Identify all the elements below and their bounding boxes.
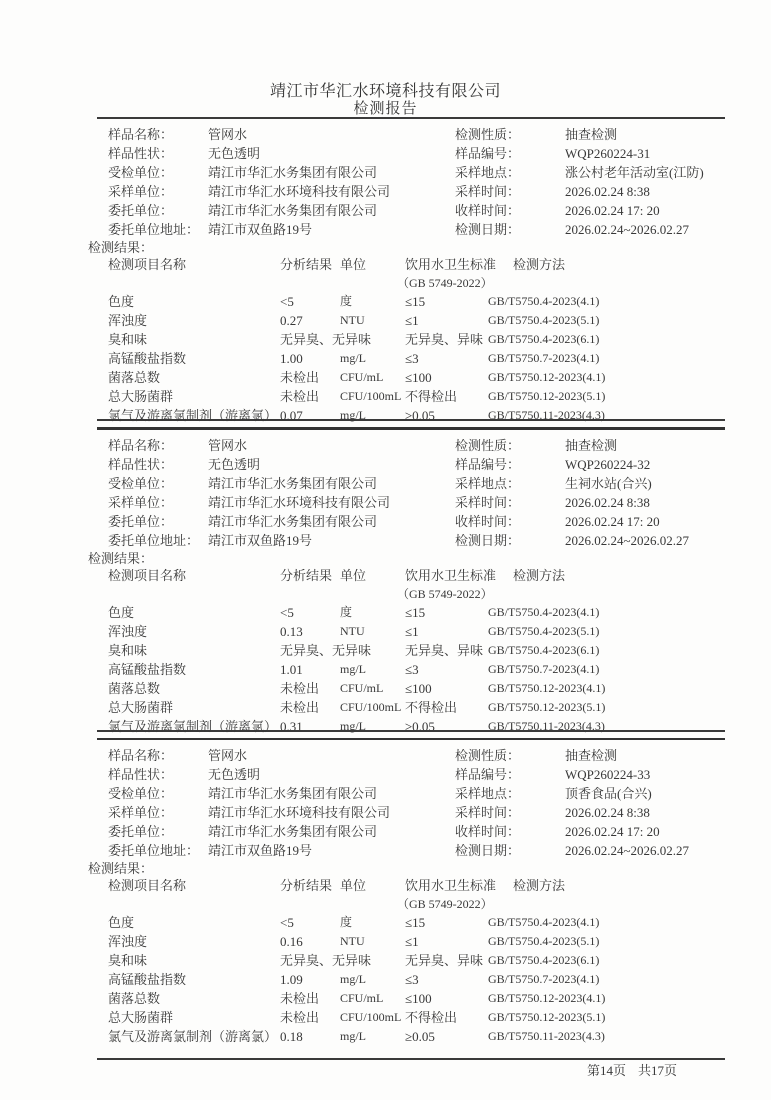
cell-unit: 度	[340, 915, 353, 929]
cell-unit: mg/L	[340, 972, 366, 986]
col-header-method: 检测方法	[513, 567, 566, 583]
page-footer	[97, 1062, 725, 1079]
info-row	[97, 125, 725, 144]
cell-result: 无异臭、无异味	[280, 332, 372, 347]
cell-item: 色度	[108, 294, 135, 309]
info-row	[97, 163, 725, 182]
table-row	[97, 1008, 725, 1027]
info-label: 样品性状：	[108, 456, 174, 472]
info-label: 委托单位地址：	[108, 532, 200, 548]
cell-item: 氯气及游离氯制剂（游离氯）	[108, 1029, 278, 1044]
info-value: 管网水	[208, 127, 248, 142]
info-value: 靖江市华汇水务集团有限公司	[208, 203, 378, 218]
table-row	[97, 698, 725, 717]
cell-method: GB/T5750.7-2023(4.1)	[488, 351, 600, 365]
col-header-result: 分析结果	[280, 257, 333, 272]
info-value: 涨公村老年活动室(江防)	[565, 165, 704, 180]
cell-item: 总大肠菌群	[108, 389, 174, 404]
cell-unit: NTU	[340, 934, 365, 948]
cell-item: 臭和味	[108, 953, 148, 968]
info-value: WQP260224-31	[565, 146, 651, 161]
cell-standard: ≤15	[405, 604, 426, 620]
cell-unit: CFU/mL	[340, 991, 384, 1005]
info-value: 抽查检测	[565, 127, 618, 142]
col-header-unit: 单位	[340, 257, 367, 272]
info-label: 样品名称：	[108, 748, 174, 763]
cell-item: 氯气及游离氯制剂（游离氯）	[108, 718, 278, 734]
cell-standard: ≥0.05	[405, 1029, 435, 1044]
info-row	[97, 182, 725, 201]
table-row	[97, 311, 725, 330]
cell-method: GB/T5750.12-2023(4.1)	[488, 680, 606, 695]
info-value: 靖江市双鱼路19号	[208, 843, 313, 858]
info-label: 采样地点：	[455, 475, 521, 491]
cell-standard: ≤1	[405, 623, 419, 639]
info-label: 采样单位：	[108, 494, 174, 510]
info-label: 样品编号：	[455, 767, 521, 782]
cell-result: 未检出	[280, 1010, 320, 1025]
cell-standard: ≥0.05	[405, 718, 435, 734]
cell-method: GB/T5750.12-2023(4.1)	[488, 991, 606, 1005]
table-row	[97, 406, 725, 425]
info-label: 检测日期：	[455, 532, 521, 548]
cell-method: GB/T5750.11-2023(4.3)	[488, 718, 605, 733]
cell-standard: ≤100	[405, 370, 432, 385]
table-header-standard-ref	[97, 274, 725, 292]
cell-unit	[340, 330, 405, 349]
info-row	[97, 512, 725, 531]
table-row	[97, 622, 725, 641]
report-section	[88, 430, 725, 741]
cell-standard: 不得检出	[405, 1010, 458, 1025]
info-row	[97, 144, 725, 163]
cell-result: 0.07	[280, 408, 303, 423]
info-value: 2026.02.24 17: 20	[565, 824, 660, 839]
info-value: 靖江市华汇水务集团有限公司	[208, 786, 378, 801]
standard-ref: （GB 5749-2022）	[397, 586, 493, 601]
table-row	[97, 330, 725, 349]
info-label: 样品名称：	[108, 437, 174, 453]
cell-item: 高锰酸盐指数	[108, 661, 187, 677]
cell-result: <5	[280, 604, 294, 620]
cell-unit: 度	[340, 604, 353, 619]
info-value: 2026.02.24~2026.02.27	[565, 843, 690, 858]
footer-rule	[97, 1058, 725, 1060]
cell-result: 1.09	[280, 972, 303, 987]
info-label: 受检单位：	[108, 475, 174, 491]
info-value: 靖江市双鱼路19号	[208, 222, 313, 237]
cell-standard: ≤100	[405, 991, 432, 1006]
cell-result: 0.16	[280, 934, 303, 949]
cell-method: GB/T5750.12-2023(5.1)	[488, 389, 606, 403]
table-row	[97, 970, 725, 989]
info-row	[97, 220, 725, 239]
info-label: 受检单位：	[108, 165, 174, 180]
sample-info-block	[97, 125, 725, 239]
cell-method: GB/T5750.4-2023(5.1)	[488, 313, 600, 327]
page-number: 第14页	[586, 1063, 626, 1078]
info-label: 委托单位地址：	[108, 222, 200, 237]
report-title: 检测报告	[353, 101, 418, 117]
info-label: 委托单位地址：	[108, 843, 200, 858]
cell-result: 0.13	[280, 623, 303, 639]
cell-standard: ≤15	[405, 915, 426, 930]
cell-unit: mg/L	[340, 718, 366, 733]
info-label: 采样时间：	[455, 805, 521, 820]
cell-method: GB/T5750.4-2023(6.1)	[488, 642, 600, 657]
document-header	[0, 83, 771, 117]
info-label: 检测日期：	[455, 222, 521, 237]
col-header-standard: 饮用水卫生标准	[405, 567, 497, 583]
table-row	[97, 913, 725, 932]
table-row	[97, 660, 725, 679]
cell-item: 高锰酸盐指数	[108, 351, 187, 366]
col-header-standard: 饮用水卫生标准	[405, 878, 497, 893]
col-header-standard: 饮用水卫生标准	[405, 257, 497, 272]
cell-unit: CFU/mL	[340, 370, 384, 384]
report-section	[88, 740, 725, 1046]
info-label: 检测性质：	[455, 127, 521, 142]
info-label: 收样时间：	[455, 203, 521, 218]
info-label: 采样地点：	[455, 786, 521, 801]
report-content	[88, 117, 725, 1079]
cell-standard: ≤100	[405, 680, 432, 696]
cell-item: 浑浊度	[108, 934, 148, 949]
info-row	[97, 784, 725, 803]
info-label: 检测性质：	[455, 437, 521, 453]
cell-item: 高锰酸盐指数	[108, 972, 187, 987]
info-value: 2026.02.24 8:38	[565, 805, 650, 820]
info-label: 采样单位：	[108, 184, 174, 199]
table-row	[97, 641, 725, 660]
cell-result: <5	[280, 294, 294, 309]
info-value: 靖江市双鱼路19号	[208, 532, 313, 548]
info-label: 采样时间：	[455, 184, 521, 199]
cell-method: GB/T5750.12-2023(4.1)	[488, 370, 606, 384]
info-value: WQP260224-32	[565, 456, 651, 472]
cell-method: GB/T5750.12-2023(5.1)	[488, 699, 606, 714]
table-row	[97, 603, 725, 622]
info-row	[97, 436, 725, 455]
info-value: 靖江市华汇水环境科技有限公司	[208, 494, 391, 510]
info-row	[97, 474, 725, 493]
info-value: 管网水	[208, 748, 248, 763]
cell-method: GB/T5750.4-2023(6.1)	[488, 332, 600, 346]
cell-item: 臭和味	[108, 332, 148, 347]
cell-standard: 不得检出	[405, 389, 458, 404]
info-value: 靖江市华汇水务集团有限公司	[208, 513, 378, 529]
cell-method: GB/T5750.4-2023(5.1)	[488, 934, 600, 948]
cell-unit: CFU/100mL	[340, 699, 402, 714]
info-label: 检测日期：	[455, 843, 521, 858]
info-value: 靖江市华汇水环境科技有限公司	[208, 184, 391, 199]
cell-unit: NTU	[340, 313, 365, 327]
info-value: 顶香食品(合兴)	[565, 786, 652, 801]
table-row	[97, 989, 725, 1008]
cell-standard: ≤1	[405, 313, 419, 328]
info-value: 抽查检测	[565, 748, 618, 763]
info-row	[97, 822, 725, 841]
cell-method: GB/T5750.7-2023(4.1)	[488, 972, 600, 986]
table-row	[97, 349, 725, 368]
info-row	[97, 746, 725, 765]
info-value: 无色透明	[208, 456, 261, 472]
cell-unit: CFU/100mL	[340, 389, 402, 403]
results-label: 检测结果：	[88, 550, 154, 566]
info-value: 生祠水站(合兴)	[565, 475, 652, 491]
info-value: 2026.02.24 17: 20	[565, 203, 660, 218]
col-header-item: 检测项目名称	[108, 257, 187, 272]
info-row	[97, 531, 725, 550]
cell-unit: mg/L	[340, 351, 366, 365]
cell-standard: 不得检出	[405, 699, 458, 715]
info-value: 2026.02.24 8:38	[565, 184, 650, 199]
cell-method: GB/T5750.4-2023(4.1)	[488, 604, 600, 619]
table-row	[97, 932, 725, 951]
cell-result: 0.18	[280, 1029, 303, 1044]
cell-standard: ≤3	[405, 972, 419, 987]
standard-ref: （GB 5749-2022）	[397, 897, 493, 911]
cell-unit: mg/L	[340, 661, 366, 676]
col-header-result: 分析结果	[280, 567, 333, 583]
info-label: 采样地点：	[455, 165, 521, 180]
cell-method: GB/T5750.4-2023(5.1)	[488, 623, 600, 638]
sample-info-block	[97, 746, 725, 860]
cell-item: 臭和味	[108, 642, 148, 658]
table-header-standard-ref	[97, 895, 725, 913]
cell-result: 0.31	[280, 718, 303, 734]
table-row	[97, 1027, 725, 1046]
info-label: 样品名称：	[108, 127, 174, 142]
table-header-row	[97, 256, 725, 274]
cell-standard: ≤3	[405, 661, 419, 677]
cell-unit: 度	[340, 294, 353, 308]
standard-ref: （GB 5749-2022）	[397, 276, 493, 290]
info-label: 委托单位：	[108, 203, 174, 218]
cell-method: GB/T5750.12-2023(5.1)	[488, 1010, 606, 1024]
cell-method: GB/T5750.11-2023(4.3)	[488, 1029, 605, 1043]
info-label: 委托单位：	[108, 824, 174, 839]
results-label: 检测结果：	[88, 240, 154, 255]
col-header-item: 检测项目名称	[108, 567, 187, 583]
info-value: 靖江市华汇水务集团有限公司	[208, 475, 378, 491]
col-header-method: 检测方法	[513, 878, 566, 893]
cell-unit	[340, 951, 405, 970]
cell-standard: 无异臭、异味	[405, 332, 484, 347]
cell-standard: ≥0.05	[405, 408, 435, 423]
info-value: 抽查检测	[565, 437, 618, 453]
col-header-unit: 单位	[340, 567, 367, 583]
cell-result: 未检出	[280, 991, 320, 1006]
info-label: 受检单位：	[108, 786, 174, 801]
cell-result: 1.01	[280, 661, 303, 677]
company-name: 靖江市华汇水环境科技有限公司	[269, 83, 501, 100]
info-label: 采样时间：	[455, 494, 521, 510]
table-header-standard-ref	[97, 585, 725, 603]
table-row	[97, 292, 725, 311]
info-label: 采样单位：	[108, 805, 174, 820]
info-label: 收样时间：	[455, 824, 521, 839]
info-value: 靖江市华汇水务集团有限公司	[208, 824, 378, 839]
cell-standard: ≤1	[405, 934, 419, 949]
info-row	[97, 493, 725, 512]
table-row	[97, 368, 725, 387]
cell-method: GB/T5750.11-2023(4.3)	[488, 408, 605, 422]
cell-result: 1.00	[280, 351, 303, 366]
cell-item: 菌落总数	[108, 680, 161, 696]
cell-item: 浑浊度	[108, 313, 148, 328]
info-value: 靖江市华汇水环境科技有限公司	[208, 805, 391, 820]
cell-standard: 无异臭、异味	[405, 642, 484, 658]
table-row	[97, 387, 725, 406]
info-row	[97, 201, 725, 220]
cell-result: 未检出	[280, 699, 320, 715]
cell-unit: CFU/mL	[340, 680, 384, 695]
cell-result: 未检出	[280, 680, 320, 696]
cell-item: 菌落总数	[108, 991, 161, 1006]
info-label: 检测性质：	[455, 748, 521, 763]
cell-item: 色度	[108, 604, 135, 620]
table-row	[97, 951, 725, 970]
col-header-item: 检测项目名称	[108, 878, 187, 893]
cell-method: GB/T5750.7-2023(4.1)	[488, 661, 600, 676]
info-value: 2026.02.24 8:38	[565, 494, 650, 510]
cell-result: 无异臭、无异味	[280, 642, 372, 658]
info-value: 靖江市华汇水务集团有限公司	[208, 165, 378, 180]
table-header-row	[97, 567, 725, 585]
info-value: WQP260224-33	[565, 767, 651, 782]
info-label: 样品性状：	[108, 767, 174, 782]
cell-result: <5	[280, 915, 294, 930]
info-value: 2026.02.24~2026.02.27	[565, 222, 690, 237]
col-header-result: 分析结果	[280, 878, 333, 893]
info-value: 2026.02.24~2026.02.27	[565, 532, 690, 548]
info-value: 无色透明	[208, 767, 261, 782]
page-total: 共17页	[637, 1063, 677, 1078]
cell-standard: ≤15	[405, 294, 426, 309]
col-header-unit: 单位	[340, 878, 367, 893]
info-label: 委托单位：	[108, 513, 174, 529]
cell-item: 氯气及游离氯制剂（游离氯）	[108, 408, 278, 423]
info-label: 样品编号：	[455, 456, 521, 472]
cell-standard: 无异臭、异味	[405, 953, 484, 968]
cell-item: 总大肠菌群	[108, 1010, 174, 1025]
cell-result: 未检出	[280, 389, 320, 404]
cell-item: 菌落总数	[108, 370, 161, 385]
cell-unit: NTU	[340, 623, 365, 638]
cell-method: GB/T5750.4-2023(4.1)	[488, 915, 600, 929]
cell-standard: ≤3	[405, 351, 419, 366]
report-section	[88, 119, 725, 430]
cell-result: 无异臭、无异味	[280, 953, 372, 968]
cell-item: 浑浊度	[108, 623, 148, 639]
table-header-row	[97, 877, 725, 895]
cell-result: 0.27	[280, 313, 303, 328]
info-row	[97, 765, 725, 784]
info-row	[97, 841, 725, 860]
cell-method: GB/T5750.4-2023(6.1)	[488, 953, 600, 967]
cell-item: 总大肠菌群	[108, 699, 174, 715]
info-row	[97, 803, 725, 822]
cell-result: 未检出	[280, 370, 320, 385]
cell-item: 色度	[108, 915, 135, 930]
results-label: 检测结果：	[88, 861, 154, 876]
info-value: 管网水	[208, 437, 248, 453]
table-row	[97, 717, 725, 736]
sample-info-block	[97, 436, 725, 550]
cell-method: GB/T5750.4-2023(4.1)	[488, 294, 600, 308]
info-value: 无色透明	[208, 146, 261, 161]
table-row	[97, 679, 725, 698]
col-header-method: 检测方法	[513, 257, 566, 272]
cell-unit: mg/L	[340, 408, 366, 422]
info-row	[97, 455, 725, 474]
cell-unit: mg/L	[340, 1029, 366, 1043]
info-label: 收样时间：	[455, 513, 521, 529]
cell-unit	[340, 641, 405, 660]
cell-unit: CFU/100mL	[340, 1010, 402, 1024]
info-label: 样品性状：	[108, 146, 174, 161]
info-label: 样品编号：	[455, 146, 521, 161]
info-value: 2026.02.24 17: 20	[565, 513, 660, 529]
